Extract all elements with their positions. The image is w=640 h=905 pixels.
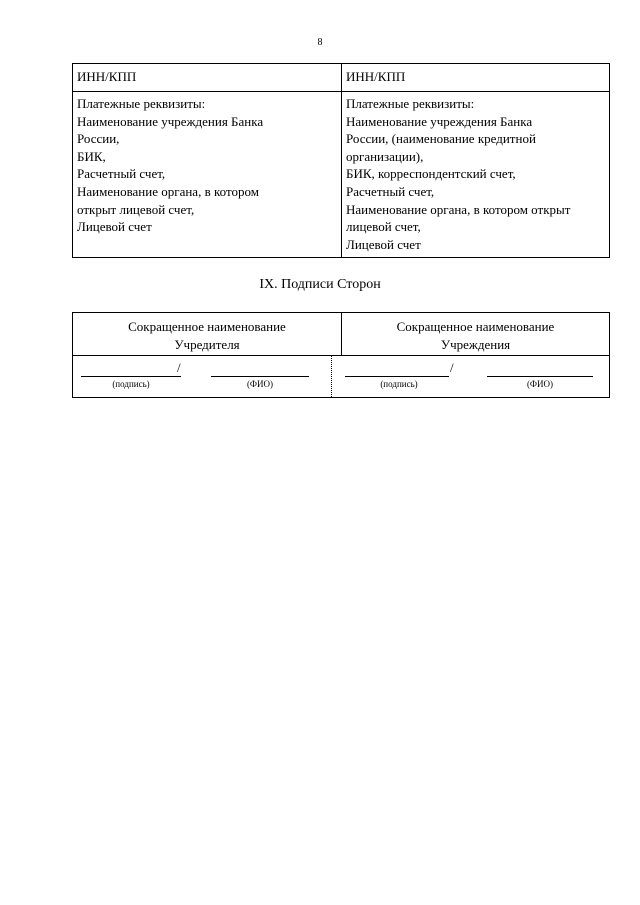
institution-signature-line	[345, 376, 449, 377]
founder-details-line: Расчетный счет,	[77, 166, 166, 182]
founder-signature-caption: (подпись)	[112, 379, 150, 389]
founder-fio-line	[211, 376, 309, 377]
institution-name-line1: Сокращенное наименование	[396, 319, 555, 334]
institution-details-line: Лицевой счет	[346, 236, 421, 252]
institution-slash: /	[450, 360, 454, 375]
signatures-header-row	[73, 313, 609, 356]
signature-column-divider	[331, 356, 332, 397]
founder-name-line2: Учредителя	[174, 336, 240, 352]
institution-details-line: БИК, корреспондентский счет,	[346, 166, 516, 182]
founder-details-line: Платежные реквизиты:	[77, 96, 206, 111]
institution-name-line2: Учреждения	[440, 336, 511, 352]
institution-payment-details	[341, 92, 609, 257]
founder-name-cell	[73, 313, 341, 355]
institution-details-line: лицевой счет,	[346, 219, 421, 235]
page-number: 8	[317, 37, 323, 48]
institution-details-line: Наименование учреждения Банка	[346, 113, 533, 129]
founder-details-line: БИК,	[77, 148, 106, 164]
requisites-details-row	[73, 91, 609, 257]
institution-signature-caption: (подпись)	[380, 379, 418, 389]
requisites-header-row	[73, 64, 609, 91]
founder-details-line: открыт лицевой счет,	[77, 201, 195, 217]
section-title: IX. Подписи Сторон	[259, 277, 381, 292]
institution-fio-line	[487, 376, 593, 377]
founder-name-line1: Сокращенное наименование	[128, 319, 286, 334]
institution-name-cell	[341, 313, 609, 355]
institution-details-line: Расчетный счет,	[346, 183, 435, 199]
founder-details-line: Наименование учреждения Банка	[77, 113, 264, 129]
signatures-body-row	[73, 356, 609, 397]
institution-details-line: России, (наименование кредитной	[346, 131, 536, 147]
institution-details-line: Наименование органа, в котором открыт	[346, 201, 571, 217]
institution-fio-caption: (ФИО)	[526, 379, 554, 389]
founder-signature-line	[81, 376, 181, 377]
institution-details-line: организации),	[346, 148, 424, 164]
institution-details-line: Платежные реквизиты:	[346, 96, 475, 111]
requisites-table	[72, 63, 610, 258]
founder-details-line: Лицевой счет	[77, 219, 152, 235]
founder-details-line: Наименование органа, в котором	[77, 183, 259, 199]
institution-inn-kpp: ИНН/КПП	[341, 64, 609, 91]
founder-details-line: России,	[77, 131, 120, 147]
founder-slash: /	[177, 360, 181, 375]
founder-inn-kpp: ИНН/КПП	[77, 69, 137, 84]
founder-payment-details	[73, 92, 341, 257]
founder-fio-caption: (ФИО)	[246, 379, 274, 389]
signatures-table	[72, 312, 610, 398]
